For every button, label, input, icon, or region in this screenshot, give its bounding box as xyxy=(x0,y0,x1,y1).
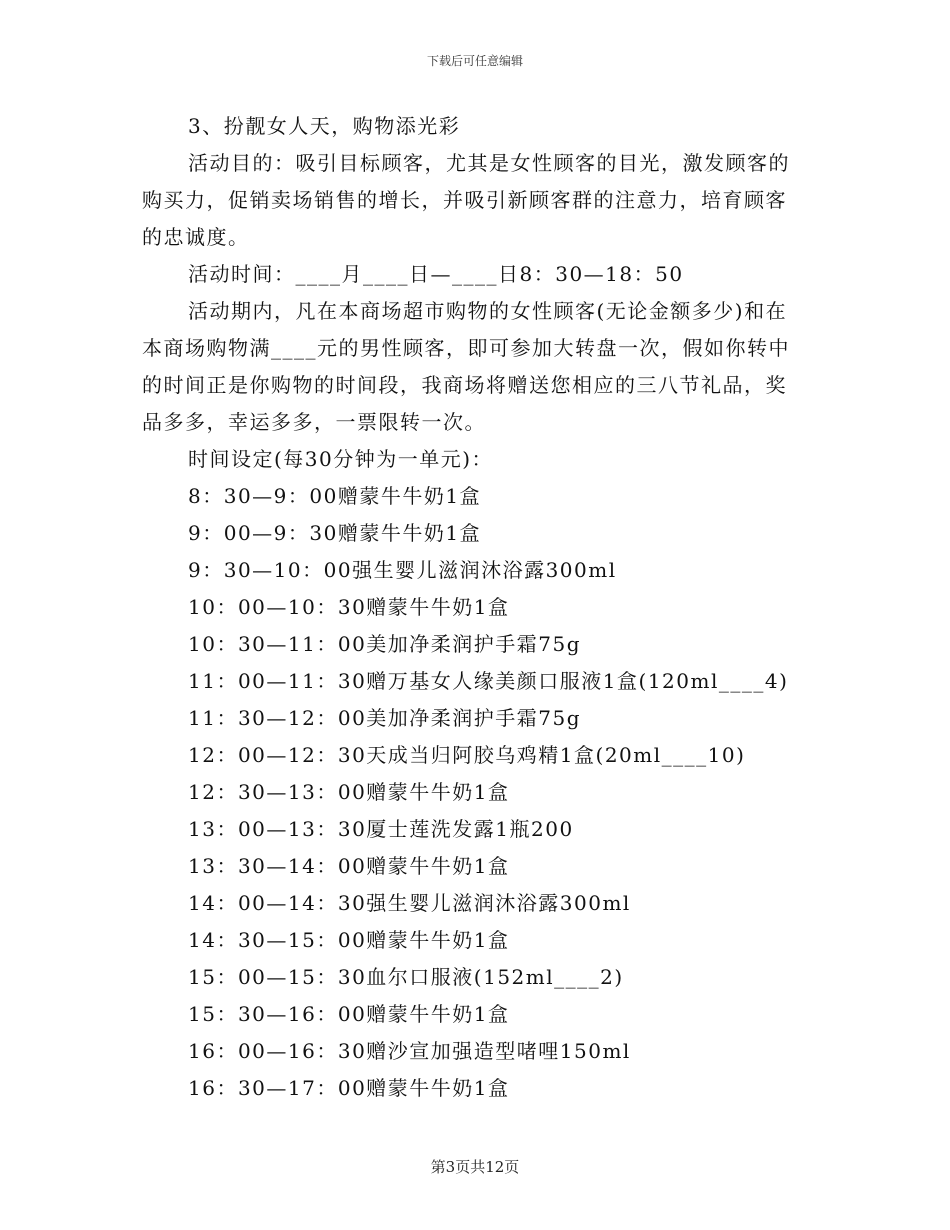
schedule-item: 12：30—13：00赠蒙牛牛奶1盒 xyxy=(188,780,510,804)
schedule-item: 8：30—9：00赠蒙牛牛奶1盒 xyxy=(188,484,482,508)
schedule-item: 11：00—11：30赠万基女人缘美颜口服液1盒(120ml____4) xyxy=(188,669,789,693)
page-footer: 第3页共12页 xyxy=(430,1158,520,1176)
section-heading: 3、扮靓女人天，购物添光彩 xyxy=(188,114,461,138)
schedule-item: 10：30—11：00美加净柔润护手霜75g xyxy=(188,632,582,656)
purpose-paragraph: 活动目的：吸引目标顾客，尤其是女性顾客的目光，激发顾客的购买力，促销卖场销售的增长，并吸引新顾客群的注意力，培育顾客的忠诚度。 xyxy=(142,151,790,249)
schedule-item: 15：00—15：30血尔口服液(152ml____2) xyxy=(188,965,624,989)
schedule-item: 14：30—15：00赠蒙牛牛奶1盒 xyxy=(188,928,510,952)
schedule-item: 14：00—14：30强生婴儿滋润沐浴露300ml xyxy=(188,891,631,915)
schedule-item: 9：00—9：30赠蒙牛牛奶1盒 xyxy=(188,521,482,545)
document-body xyxy=(142,108,802,1107)
schedule-item: 13：30—14：00赠蒙牛牛奶1盒 xyxy=(188,854,510,878)
schedule-item: 12：00—12：30天成当归阿胶乌鸡精1盒(20ml____10) xyxy=(188,743,746,767)
setting-paragraph: 时间设定(每30分钟为一单元)： xyxy=(188,447,494,471)
schedule-item: 10：00—10：30赠蒙牛牛奶1盒 xyxy=(188,595,510,619)
period-paragraph: 活动期内，凡在本商场超市购物的女性顾客(无论金额多少)和在本商场购物满____元的男性顾客，即可参加大转盘一次，假如你转中的时间正是你购物的时间段，我商场将赠送您相应的三八节礼品，奖品多多，幸运多多，一票限转一次。 xyxy=(142,299,790,434)
schedule-item: 13：00—13：30厦士莲洗发露1瓶200 xyxy=(188,817,574,841)
schedule-item: 11：30—12：00美加净柔润护手霜75g xyxy=(188,706,582,730)
schedule-item: 16：30—17：00赠蒙牛牛奶1盒 xyxy=(188,1076,510,1100)
page-header: 下载后可任意编辑 xyxy=(426,54,523,68)
schedule-item: 9：30—10：00强生婴儿滋润沐浴露300ml xyxy=(188,558,617,582)
schedule-item: 15：30—16：00赠蒙牛牛奶1盒 xyxy=(188,1002,510,1026)
schedule-item: 16：00—16：30赠沙宣加强造型啫哩150ml xyxy=(188,1039,631,1063)
time-paragraph: 活动时间：____月____日—____日8：30—18：50 xyxy=(188,262,684,286)
